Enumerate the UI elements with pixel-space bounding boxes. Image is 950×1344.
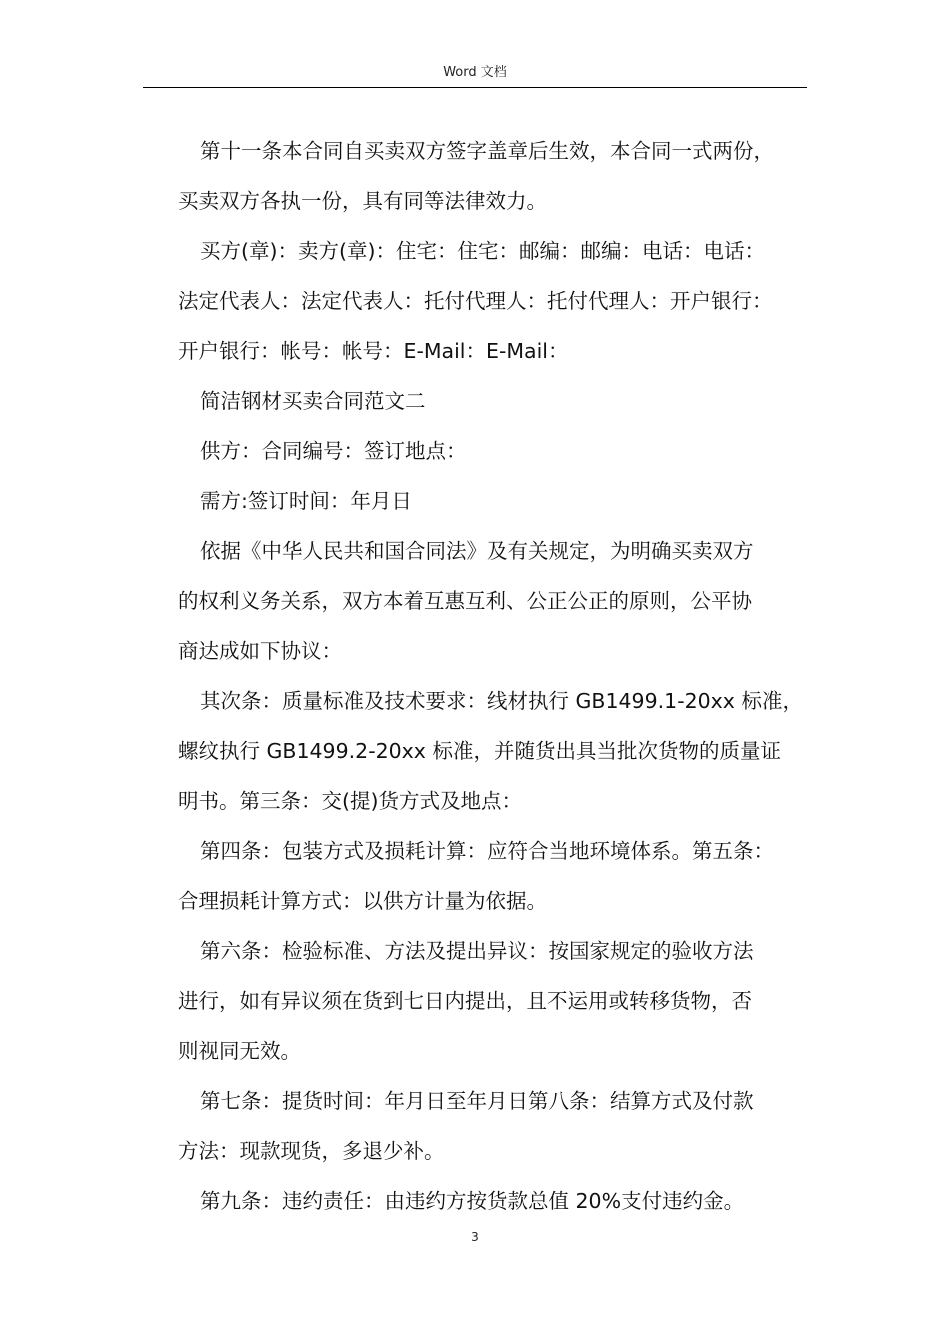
paragraph-line: 买方(章)：卖方(章)：住宅：住宅：邮编：邮编：电话：电话： bbox=[200, 239, 765, 263]
paragraph-line: 第十一条本合同自买卖双方签字盖章后生效，本合同一式两份， bbox=[200, 139, 774, 163]
page-header: Word 文档 bbox=[443, 65, 507, 80]
paragraph-line: 其次条：质量标准及技术要求：线材执行 GB1499.1-20xx 标准， bbox=[200, 689, 803, 713]
paragraph-line: 则视同无效。 bbox=[178, 1039, 301, 1063]
paragraph-line: 进行，如有异议须在货到七日内提出，且不运用或转移货物，否 bbox=[178, 989, 752, 1013]
paragraph-line: 第六条：检验标准、方法及提出异议：按国家规定的验收方法 bbox=[200, 939, 754, 963]
header-divider bbox=[143, 87, 807, 88]
paragraph-line: 开户银行：帐号：帐号：E-Mail：E-Mail： bbox=[178, 339, 569, 363]
paragraph-line: 螺纹执行 GB1499.2-20xx 标准，并随货出具当批次货物的质量证 bbox=[178, 739, 781, 763]
paragraph-line: 需方:签订时间：年月日 bbox=[200, 489, 412, 513]
paragraph-line: 明书。第三条：交(提)货方式及地点： bbox=[178, 789, 522, 813]
paragraph-line: 买卖双方各执一份，具有同等法律效力。 bbox=[178, 189, 547, 213]
paragraph-line: 商达成如下协议： bbox=[178, 639, 342, 663]
paragraph-line: 法定代表人：法定代表人：托付代理人：托付代理人：开户银行： bbox=[178, 289, 773, 313]
paragraph-line: 合理损耗计算方式：以供方计量为依据。 bbox=[178, 889, 547, 913]
paragraph-line: 方法：现款现货，多退少补。 bbox=[178, 1139, 445, 1163]
paragraph-line: 第四条：包装方式及损耗计算：应符合当地环境体系。第五条： bbox=[200, 839, 774, 863]
paragraph-line: 依据《中华人民共和国合同法》及有关规定，为明确买卖双方 bbox=[200, 539, 754, 563]
paragraph-line: 供方：合同编号：签订地点： bbox=[200, 439, 467, 463]
document-body bbox=[178, 126, 818, 1226]
paragraph-line: 的权利义务关系，双方本着互惠互利、公正公正的原则，公平协 bbox=[178, 589, 752, 613]
paragraph-line: 第九条：违约责任：由违约方按货款总值 20%支付违约金。 bbox=[200, 1189, 745, 1213]
paragraph-line: 第七条：提货时间：年月日至年月日第八条：结算方式及付款 bbox=[200, 1089, 754, 1113]
section-title: 简洁钢材买卖合同范文二 bbox=[200, 389, 426, 413]
page-number: 3 bbox=[471, 1230, 479, 1244]
